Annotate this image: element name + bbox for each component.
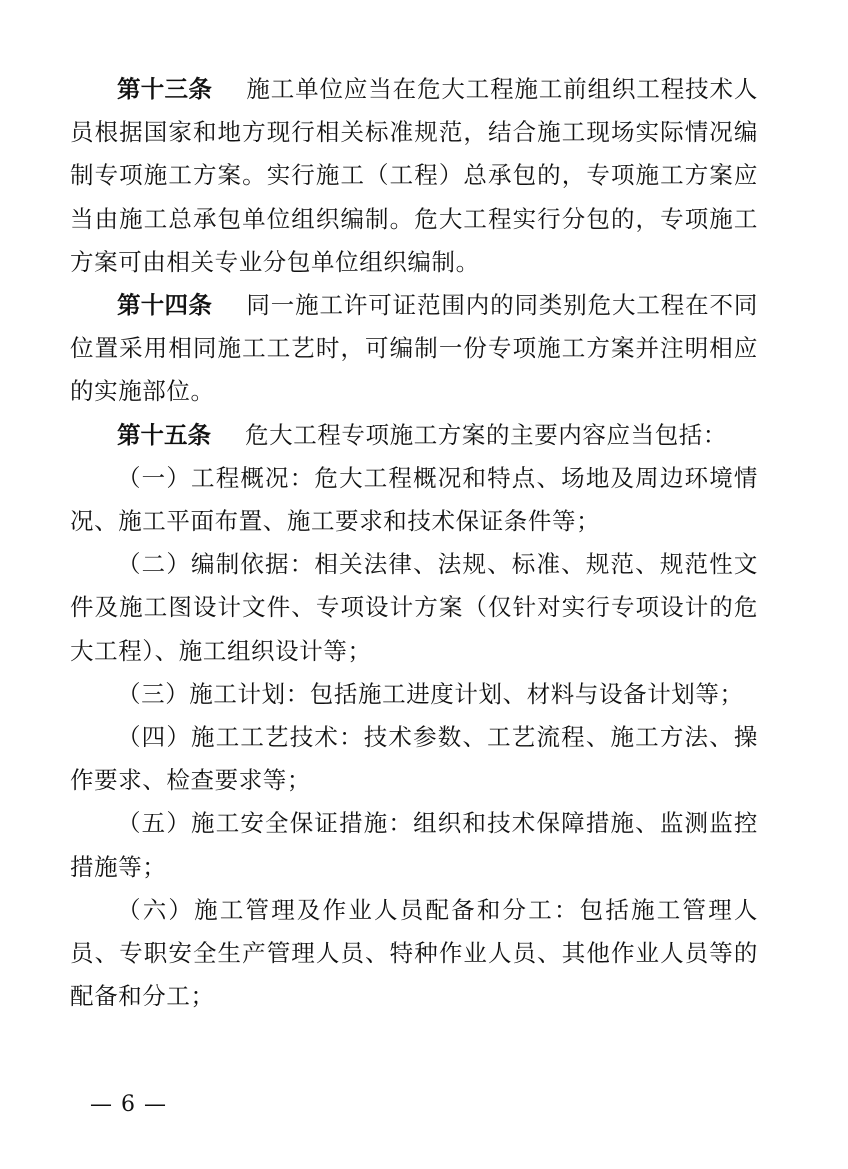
- list-item-3: （三）施工计划：包括施工进度计划、材料与设备计划等；: [117, 679, 744, 708]
- list-item-2: （二）编制依据：相关法律、法规、标准、规范、规范性文件及施工图设计文件、专项设计方案（仅针对实行专项设计的危大工程）、施工组织设计等；: [70, 550, 758, 665]
- article-14-paragraph: [70, 284, 758, 414]
- article-15-paragraph: [70, 414, 758, 457]
- article-13-number: 第十三条: [117, 75, 213, 103]
- article-13-paragraph: [70, 68, 758, 284]
- article-14-text: 同一施工许可证范围内的同类别危大工程在不同位置采用相同施工工艺时，可编制一份专项施工方案并注明相应的实施部位。: [70, 291, 758, 406]
- article-15-text: 危大工程专项施工方案的主要内容应当包括：: [245, 420, 727, 449]
- list-item-5: （五）施工安全保证措施：组织和技术保障措施、监测监控措施等；: [70, 809, 758, 881]
- article-15-number: 第十五条: [117, 420, 211, 449]
- list-item-1: （一）工程概况：危大工程概况和特点、场地及周边环境情况、施工平面布置、施工要求和技术保证条件等；: [70, 463, 758, 536]
- page-number: — 6 —: [90, 1092, 167, 1117]
- article-14-number: 第十四条: [117, 291, 213, 320]
- list-item-4: （四）施工工艺技术：技术参数、工艺流程、施工方法、操作要求、检查要求等；: [70, 723, 758, 795]
- list-item-6: （六）施工管理及作业人员配备和分工：包括施工管理人员、专职安全生产管理人员、特种作业人员、其他作业人员等的配备和分工；: [70, 895, 758, 1011]
- document-body: [70, 68, 758, 1018]
- article-13-text: 施工单位应当在危大工程施工前组织工程技术人员根据国家和地方现行相关标准规范，结合施工现场实际情况编制专项施工方案。实行施工（工程）总承包的，专项施工方案应当由施工总承包单位组织编制。危大工程实行分包的，专项施工方案可由相关专业分包单位组织编制。: [70, 75, 758, 276]
